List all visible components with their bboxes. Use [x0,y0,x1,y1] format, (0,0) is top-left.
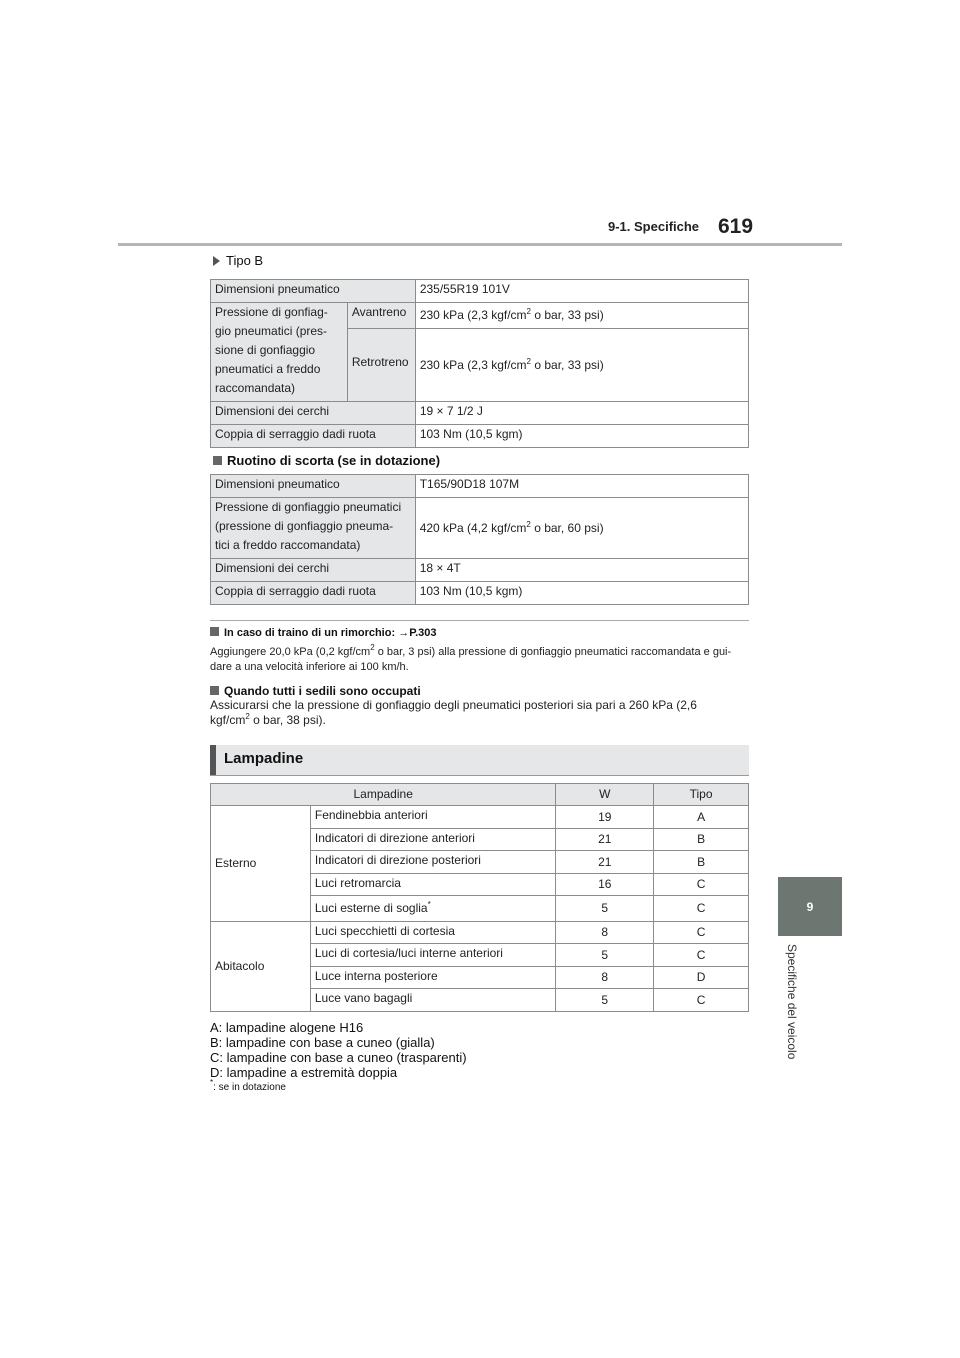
torque-label: Coppia di serraggio dadi ruota [211,425,416,448]
lamp-type: C [654,944,749,967]
towing-page-link[interactable]: →P.303 [398,627,437,639]
legend-b: B: lampadine con base a cuneo (gialla) [210,1035,435,1050]
lamp-watt: 5 [556,944,654,967]
legend-a: A: lampadine alogene H16 [210,1020,364,1035]
occupied-text: Assicurarsi che la pressione di gonfiaggio degli pneumatici posteriori sia pari a 260 kPa (2,6 kgf/$cm^2$ o bar, 38 psi). [210,698,697,727]
triangle-icon [213,256,220,266]
torque-value: 103 Nm (10,5 kgm) [415,425,748,448]
section-bar [210,745,216,775]
lamp-watt: 8 [556,967,654,989]
lamp-name: Luce interna posteriore [310,967,556,989]
rear-label: Retrotreno [347,329,415,402]
lamp-name: Luce vano bagagli [310,989,556,1012]
page-number: 619 [718,215,754,238]
lamp-name: Indicatori di direzione posteriori [310,851,556,874]
lamp-type: C [654,874,749,896]
lamp-type: B [654,829,749,851]
spare-wheel-size-label: Dimensioni dei cerchi [211,559,416,582]
lamp-watt: 5 [556,896,654,922]
tipo-b-table [210,279,749,448]
square-bullet-icon [210,686,219,695]
rear-pressure-value: 230 kPa (2,3 kgf/$cm^2$ o bar, 33 psi) [415,329,748,402]
lamp-name: Luci di cortesia/luci interne anteriori [310,944,556,967]
front-label: Avantreno [347,303,415,329]
legend-c: C: lampadine con base a cuneo (trasparenti) [210,1050,467,1065]
col-type-header: Tipo [654,784,749,806]
footnote-mark: * [427,900,431,909]
tire-size-value: 235/55R19 101V [415,280,748,303]
chapter-number: 9 [806,899,814,914]
spare-torque-value: 103 Nm (10,5 kgm) [415,582,748,605]
col-lamp-header: Lampadine [211,784,556,806]
lamp-type: C [654,922,749,944]
tipo-b-heading: Tipo B [213,253,263,268]
lamps-table [210,783,749,1012]
spare-heading: Ruotino di scorta (se in dotazione) [213,453,440,468]
col-w-header: W [556,784,654,806]
interior-label: Abitacolo [211,922,311,1012]
lamp-name: Luci esterne di soglia* [310,896,556,922]
wheel-size-value: 19 × 7 1/2 J [415,402,748,425]
spare-pressure-value: 420 kPa (4,2 kgf/$cm^2$ o bar, 60 psi) [415,498,748,559]
lamp-type: D [654,967,749,989]
lamp-name: Indicatori di direzione anteriori [310,829,556,851]
header-rule [118,243,842,246]
wheel-size-label: Dimensioni dei cerchi [211,402,416,425]
spare-wheel-size-value: 18 × 4T [415,559,748,582]
towing-text: Aggiungere 20,0 kPa (0,2 kgf/$cm^2$ o bar, 3 psi) alla pressione di gonfiaggio pneumatici raccomandata e gui- dare a una velocità inferiore ai 100 km/h. [210,643,732,673]
occupied-note [210,684,755,728]
lamp-type: C [654,989,749,1012]
lamp-watt: 21 [556,829,654,851]
lamp-watt: 21 [556,851,654,874]
lamp-type-legend [210,1020,467,1095]
lamp-name: Luci specchietti di cortesia [310,922,556,944]
spare-table [210,474,749,605]
tire-size-label: Dimensioni pneumatico [211,280,416,303]
lamp-watt: 16 [556,874,654,896]
lamp-watt: 19 [556,806,654,829]
section-label: 9-1. Specifiche [608,219,700,234]
legend-d: D: lampadine a estremità doppia [210,1065,398,1080]
spare-torque-label: Coppia di serraggio dadi ruota [211,582,416,605]
footnote: *: se in dotazione [210,1078,286,1093]
exterior-label: Esterno [211,806,311,922]
front-pressure-value: 230 kPa (2,3 kgf/$cm^2$ o bar, 33 psi) [415,303,748,329]
lamp-name: Fendinebbia anteriori [310,806,556,829]
divider [210,620,749,621]
lamp-type: C [654,896,749,922]
lamp-watt: 5 [556,989,654,1012]
lamp-type: B [654,851,749,874]
lamps-heading: Lampadine [224,750,304,767]
lamp-type: A [654,806,749,829]
pressure-label: Pressione di gonfiag- gio pneumatici (pres- sione di gonfiaggio pneumatici a freddo raccomandata) [211,303,348,402]
towing-note [210,627,755,675]
spare-tire-size-value: T165/90D18 107M [415,475,748,498]
lamp-name: Luci retromarcia [310,874,556,896]
spare-tire-size-label: Dimensioni pneumatico [211,475,416,498]
spare-pressure-label: Pressione di gonfiaggio pneumatici (pressione di gonfiaggio pneuma- tici a freddo raccomandata) [211,498,416,559]
lamps-section-header [210,745,749,776]
square-bullet-icon [213,456,222,465]
chapter-tab [778,877,842,936]
square-bullet-icon [210,627,219,636]
towing-title: In caso di traino di un rimorchio: →P.303 [210,627,755,639]
occupied-title: Quando tutti i sedili sono occupati [210,684,755,698]
chapter-title: Specifiche del veicolo [785,944,799,1060]
lamp-watt: 8 [556,922,654,944]
